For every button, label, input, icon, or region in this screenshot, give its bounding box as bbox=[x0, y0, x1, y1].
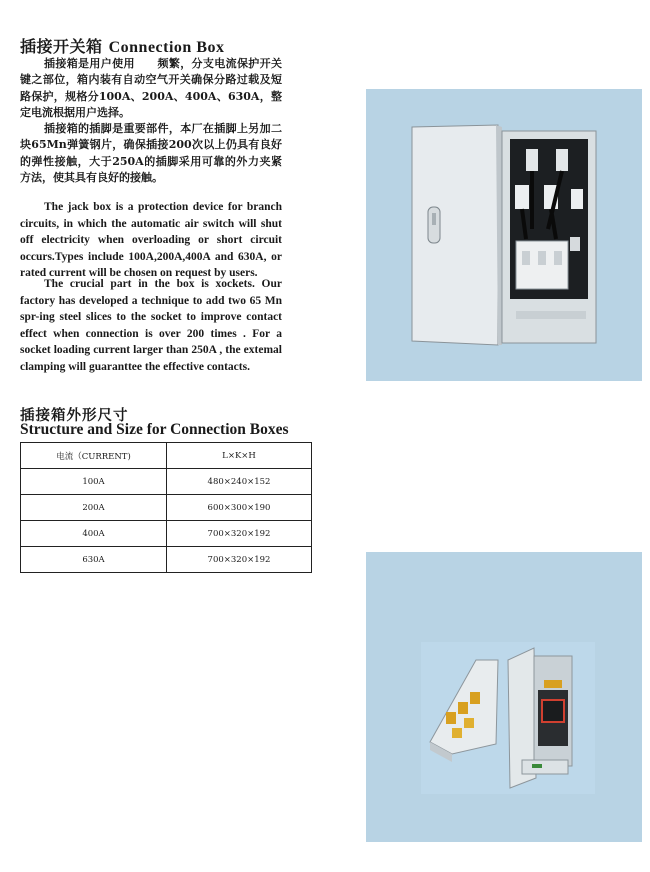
breaker-icon bbox=[542, 700, 564, 722]
latch-slot bbox=[432, 213, 436, 225]
ground-mark bbox=[532, 764, 542, 768]
copper-clip-icon bbox=[452, 728, 462, 738]
cell-current: 200A bbox=[21, 495, 167, 521]
header-current: 电流（CURRENT) bbox=[21, 443, 167, 469]
terminal-icon bbox=[526, 149, 538, 171]
mount-bracket bbox=[522, 760, 568, 774]
bottom-rail bbox=[516, 311, 586, 319]
copper-clip-icon bbox=[446, 712, 456, 724]
page-title bbox=[20, 34, 225, 57]
breaker-switch bbox=[538, 251, 546, 265]
title-cn: 插接开关箱 bbox=[20, 37, 103, 56]
terminal-icon bbox=[556, 149, 568, 171]
copper-clip-icon bbox=[470, 692, 480, 704]
connection-box-photo-side bbox=[366, 552, 642, 842]
title-en: Connection Box bbox=[108, 39, 225, 56]
section-title-cn: 插接箱外形尺寸 bbox=[20, 407, 129, 424]
en-paragraph-2: The crucial part in the box is xockets. Our factory has developed a technique to add two 65 Mn spr-ing steel slices to the socket to improve contact effect when connection is over 200 times . For a socket loading current larger than 250A , the extemal clamping will guaranttee the effective contacts. bbox=[20, 278, 282, 373]
copper-clip-icon bbox=[464, 718, 474, 728]
cell-size: 600×300×190 bbox=[167, 495, 312, 521]
breaker-switch bbox=[554, 251, 562, 265]
connection-box-illustration bbox=[366, 89, 642, 381]
table-row bbox=[21, 521, 312, 547]
header-dimensions: L×K×H bbox=[167, 443, 312, 469]
table-row bbox=[21, 547, 312, 573]
cell-size: 700×320×192 bbox=[167, 521, 312, 547]
gland-icon bbox=[570, 237, 580, 251]
cell-size: 480×240×152 bbox=[167, 469, 312, 495]
cell-current: 630A bbox=[21, 547, 167, 573]
table-header-row bbox=[21, 443, 312, 469]
connection-box-side-illustration bbox=[366, 552, 642, 842]
table-row bbox=[21, 495, 312, 521]
table-row bbox=[21, 469, 312, 495]
cell-size: 700×320×192 bbox=[167, 547, 312, 573]
cell-current: 400A bbox=[21, 521, 167, 547]
copper-clip-icon bbox=[458, 702, 468, 714]
door-panel bbox=[412, 125, 498, 345]
cell-current: 100A bbox=[21, 469, 167, 495]
size-table bbox=[20, 442, 312, 573]
breaker-switch bbox=[522, 251, 530, 265]
section-title-en: Structure and Size for Connection Boxes bbox=[20, 421, 289, 438]
terminal-icon bbox=[515, 185, 529, 209]
cn-paragraph-1: 插接箱是用户使用 频繁，分支电流保护开关键之部位，箱内装有自动空气开关确保分路过载及短路保护，规格分100A、200A、400A、630A，整定电流根据用户选择。 bbox=[20, 57, 282, 120]
en-paragraph-1: The jack box is a protection device for branch circuits, in which the automatic air switch will shut off electricity when overloading or short circuit occurs.Types include 100A,200A,400A and 630A, or rated current will be chosen on request by users. bbox=[20, 201, 282, 279]
cn-paragraph-2: 插接箱的插脚是重要部件，本厂在插脚上另加二块65Mn弹簧钢片，确保插接200次以上仍具有良好的弹性接触，大于250A的插脚采用可靠的外力夹紧方法，使其具有良好的接触。 bbox=[20, 122, 282, 185]
copper-terminal-icon bbox=[544, 680, 562, 688]
connection-box-photo-open bbox=[366, 89, 642, 381]
terminal-icon bbox=[571, 189, 583, 209]
